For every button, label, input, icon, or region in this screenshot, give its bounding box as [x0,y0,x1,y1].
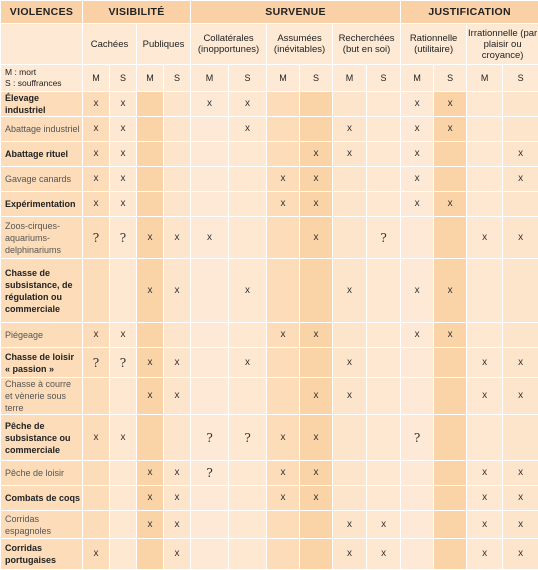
matrix-cell [137,192,164,217]
ms-s: S [503,65,538,92]
matrix-cell: x [267,486,300,511]
matrix-cell: x [467,539,503,570]
matrix-cell: x [83,117,110,142]
matrix-cell [503,117,538,142]
matrix-cell: ? [367,217,401,259]
row-label: Chasse de subsistance, de régulation ou commerciale [1,259,83,323]
matrix-cell [267,259,300,323]
table-row [1,511,538,539]
matrix-cell: x [333,259,367,323]
matrix-cell [300,259,333,323]
matrix-cell: x [503,167,538,192]
matrix-cell: ? [191,415,229,461]
matrix-body [1,92,538,570]
matrix-cell [401,461,434,486]
matrix-cell: x [137,217,164,259]
matrix-cell [267,217,300,259]
matrix-cell [434,142,467,167]
matrix-cell [434,348,467,378]
matrix-cell: x [137,486,164,511]
row-label: Chasse à courre et vènerie sous terre [1,378,83,415]
matrix-cell: x [110,142,137,167]
group-header-row [1,1,538,24]
matrix-cell: x [164,217,191,259]
row-label: Corridas portugaises [1,539,83,570]
ms-m: M [267,65,300,92]
ms-m: M [333,65,367,92]
table-row [1,461,538,486]
matrix-cell [191,117,229,142]
matrix-cell: x [110,323,137,348]
matrix-cell [467,117,503,142]
subheader-publiques: Publiques [137,24,191,65]
matrix-cell [401,486,434,511]
matrix-cell: x [137,378,164,415]
matrix-cell: x [83,192,110,217]
matrix-cell [333,192,367,217]
header-visibilite: VISIBILITÉ [83,1,191,24]
table-row [1,167,538,192]
matrix-cell [191,348,229,378]
matrix-cell: x [191,92,229,117]
matrix-cell [333,486,367,511]
row-label: Élevage industriel [1,92,83,117]
matrix-cell [164,117,191,142]
matrix-cell [300,117,333,142]
matrix-cell: x [503,378,538,415]
table-row [1,378,538,415]
ms-s: S [367,65,401,92]
matrix-cell [467,142,503,167]
legend-mort: M : mort [5,67,82,78]
matrix-cell: x [467,486,503,511]
matrix-cell: x [333,378,367,415]
matrix-cell: x [467,217,503,259]
matrix-cell: x [300,142,333,167]
row-label: Abattage rituel [1,142,83,167]
matrix-cell [434,167,467,192]
matrix-cell: x [401,192,434,217]
matrix-cell [401,511,434,539]
matrix-cell: x [467,378,503,415]
table-row [1,117,538,142]
matrix-cell: x [300,192,333,217]
matrix-cell [191,323,229,348]
matrix-cell: ? [110,348,137,378]
matrix-cell: x [83,167,110,192]
matrix-cell [83,259,110,323]
matrix-cell [503,323,538,348]
matrix-cell: x [503,461,538,486]
matrix-cell: x [300,167,333,192]
matrix-cell: x [229,348,267,378]
matrix-cell: x [367,511,401,539]
matrix-cell [137,323,164,348]
matrix-cell [137,92,164,117]
matrix-cell [83,486,110,511]
matrix-cell [467,167,503,192]
table-row [1,92,538,117]
matrix-cell: x [267,192,300,217]
matrix-cell [401,217,434,259]
matrix-cell [137,415,164,461]
matrix-cell [137,142,164,167]
table-row [1,486,538,511]
matrix-cell [300,511,333,539]
matrix-cell [367,167,401,192]
matrix-cell: x [110,192,137,217]
ms-row [1,65,538,92]
matrix-cell [229,167,267,192]
matrix-cell: x [164,461,191,486]
matrix-cell [367,259,401,323]
matrix-cell: x [467,461,503,486]
matrix-cell: x [229,92,267,117]
matrix-cell [110,259,137,323]
matrix-cell [164,192,191,217]
matrix-cell [110,378,137,415]
matrix-cell [401,348,434,378]
matrix-cell: x [267,323,300,348]
matrix-cell [83,378,110,415]
matrix-cell: x [434,259,467,323]
matrix-cell: x [164,378,191,415]
matrix-cell [503,259,538,323]
table-row [1,142,538,167]
matrix-cell: x [503,142,538,167]
matrix-cell [229,142,267,167]
matrix-cell [367,117,401,142]
matrix-cell [503,415,538,461]
subheader-cachees: Cachées [83,24,137,65]
matrix-cell: x [83,142,110,167]
matrix-cell [164,142,191,167]
matrix-cell: x [503,217,538,259]
matrix-cell [229,486,267,511]
matrix-cell [110,511,137,539]
row-label: Pêche de subsistance ou commerciale [1,415,83,461]
matrix-cell [137,167,164,192]
matrix-cell [300,348,333,378]
matrix-cell: x [333,539,367,570]
matrix-cell [191,511,229,539]
row-label: Abattage industriel [1,117,83,142]
matrix-cell: x [300,217,333,259]
matrix-cell: x [333,348,367,378]
matrix-cell [137,117,164,142]
matrix-cell [367,348,401,378]
matrix-cell: x [333,142,367,167]
matrix-cell [333,415,367,461]
matrix-cell [434,217,467,259]
row-label: Gavage canards [1,167,83,192]
matrix-cell [110,461,137,486]
matrix-cell [191,378,229,415]
ms-s: S [300,65,333,92]
matrix-cell [267,92,300,117]
matrix-cell: x [434,323,467,348]
matrix-cell [300,92,333,117]
row-label: Zoos-cirques-aquariums-delphinariums [1,217,83,259]
matrix-cell: x [434,117,467,142]
matrix-cell [191,486,229,511]
matrix-cell: ? [229,415,267,461]
matrix-cell [367,378,401,415]
matrix-cell [164,415,191,461]
subheader-row [1,24,538,65]
matrix-cell: ? [83,217,110,259]
matrix-cell [467,92,503,117]
matrix-cell: x [83,415,110,461]
matrix-cell [367,461,401,486]
matrix-cell [333,167,367,192]
matrix-cell [267,511,300,539]
row-label: Piégeage [1,323,83,348]
matrix-cell: x [300,461,333,486]
matrix-cell: x [401,259,434,323]
matrix-cell: x [401,142,434,167]
matrix-cell: x [434,92,467,117]
matrix-cell [267,117,300,142]
table-row [1,217,538,259]
matrix-cell [434,461,467,486]
matrix-cell: x [164,539,191,570]
matrix-cell [191,167,229,192]
matrix-cell: x [137,259,164,323]
row-label: Corridas espagnoles [1,511,83,539]
matrix-cell: x [83,323,110,348]
matrix-cell: x [137,348,164,378]
matrix-cell [164,323,191,348]
matrix-cell [467,323,503,348]
matrix-cell: x [434,192,467,217]
matrix-cell [267,142,300,167]
header-violences: VIOLENCES [1,1,83,24]
matrix-cell: ? [110,217,137,259]
table-row [1,415,538,461]
matrix-cell: x [503,348,538,378]
matrix-cell: x [110,415,137,461]
matrix-cell: x [300,415,333,461]
table-row [1,259,538,323]
matrix-cell: x [401,323,434,348]
matrix-cell [434,511,467,539]
matrix-cell [434,486,467,511]
subheader-rationnelle: Rationnelle (utilitaire) [401,24,467,65]
ms-m: M [191,65,229,92]
ms-m: M [467,65,503,92]
matrix-cell: x [191,217,229,259]
matrix-cell: x [467,348,503,378]
matrix-cell [367,323,401,348]
subheader-irrationnelle: Irrationnelle (par plaisir ou croyance) [467,24,538,65]
matrix-cell: x [83,92,110,117]
legend-souffrances: S : souffrances [5,78,82,89]
matrix-cell [229,192,267,217]
row-label: Expérimentation [1,192,83,217]
table-row [1,323,538,348]
matrix-cell: x [267,461,300,486]
header-justification: JUSTIFICATION [401,1,538,24]
matrix-cell [229,461,267,486]
matrix-cell: ? [401,415,434,461]
matrix-cell [229,511,267,539]
matrix-cell: x [300,486,333,511]
matrix-cell [467,259,503,323]
matrix-cell: x [164,511,191,539]
matrix-cell [164,92,191,117]
ms-s: S [110,65,137,92]
matrix-cell: x [267,415,300,461]
matrix-cell: x [229,259,267,323]
matrix-cell: x [137,461,164,486]
matrix-cell [267,348,300,378]
matrix-cell [401,378,434,415]
matrix-cell: x [367,539,401,570]
matrix-cell [83,461,110,486]
matrix-cell: ? [83,348,110,378]
matrix-cell [267,378,300,415]
matrix-cell [367,92,401,117]
matrix-cell: x [164,259,191,323]
ms-m: M [83,65,110,92]
matrix-cell: x [333,117,367,142]
ms-m: M [137,65,164,92]
matrix-cell: x [110,167,137,192]
matrix-cell [467,192,503,217]
subheader-collaterales: Collatérales (inopportunes) [191,24,267,65]
matrix-cell [191,142,229,167]
matrix-cell: x [401,167,434,192]
subheader-assumees: Assumées (inévitables) [267,24,333,65]
matrix-cell [367,415,401,461]
matrix-cell [333,92,367,117]
matrix-cell: x [137,511,164,539]
matrix-cell: x [300,378,333,415]
matrix-cell: x [164,348,191,378]
matrix-cell [229,378,267,415]
matrix-cell: x [164,486,191,511]
legend [1,65,83,92]
matrix-cell [367,142,401,167]
matrix-cell [110,486,137,511]
header-survenue: SURVENUE [191,1,401,24]
matrix-cell [191,192,229,217]
subheader-recherchees: Recherchées (but en soi) [333,24,401,65]
matrix-cell: x [467,511,503,539]
matrix-cell: x [300,323,333,348]
matrix-cell [229,217,267,259]
subheader-empty [1,24,83,65]
matrix-cell: ? [191,461,229,486]
matrix-cell [333,323,367,348]
matrix-cell [367,486,401,511]
matrix-cell: x [503,486,538,511]
matrix-cell: x [229,117,267,142]
matrix-cell [333,217,367,259]
matrix-cell [191,259,229,323]
ms-s: S [434,65,467,92]
matrix-cell [434,378,467,415]
row-label: Chasse de loisir « passion » [1,348,83,378]
matrix-cell [229,323,267,348]
matrix-cell [333,461,367,486]
matrix-cell: x [110,92,137,117]
table-row [1,348,538,378]
matrix-cell: x [503,539,538,570]
matrix-cell: x [110,117,137,142]
matrix-cell: x [401,92,434,117]
table-row [1,192,538,217]
matrix-cell [467,415,503,461]
matrix-cell [503,192,538,217]
matrix-cell [434,415,467,461]
matrix-cell: x [83,539,110,570]
matrix-cell [503,92,538,117]
matrix-cell: x [503,511,538,539]
row-label: Combats de coqs [1,486,83,511]
ms-m: M [401,65,434,92]
matrix-cell [164,167,191,192]
matrix-cell [367,192,401,217]
matrix-cell: x [267,167,300,192]
matrix-cell: x [333,511,367,539]
row-label: Pêche de loisir [1,461,83,486]
ms-s: S [164,65,191,92]
ms-s: S [229,65,267,92]
matrix-cell: x [401,117,434,142]
matrix-cell [83,511,110,539]
